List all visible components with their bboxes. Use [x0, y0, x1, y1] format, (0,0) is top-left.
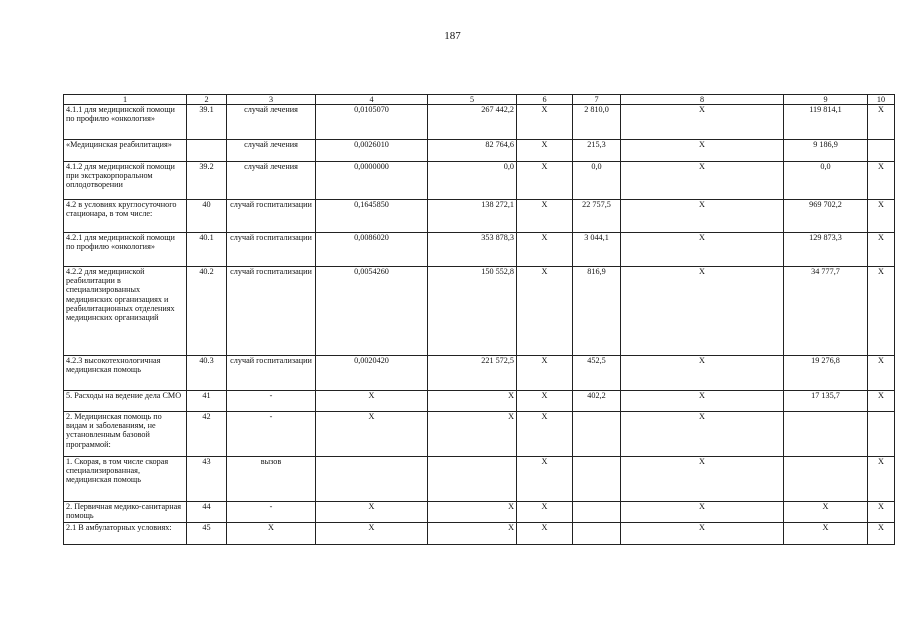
- row-unit: -: [227, 391, 316, 412]
- row-line-number: 41: [187, 391, 227, 412]
- row-norm: 0,0020420: [316, 356, 428, 391]
- row-norm: 0,0054260: [316, 267, 428, 356]
- row-col-10: X: [868, 200, 895, 233]
- column-number: 9: [784, 95, 868, 105]
- row-line-number: 40.2: [187, 267, 227, 356]
- row-col-8: X: [621, 105, 784, 140]
- row-col-9: 129 873,3: [784, 233, 868, 267]
- row-col-7: 452,5: [573, 356, 621, 391]
- column-number: 3: [227, 95, 316, 105]
- row-unit: случай госпитализации: [227, 267, 316, 356]
- column-number: 1: [64, 95, 187, 105]
- row-col-10: X: [868, 391, 895, 412]
- column-number-row: [64, 95, 895, 105]
- row-line-number: 40: [187, 200, 227, 233]
- row-col-10: X: [868, 356, 895, 391]
- column-number: 8: [621, 95, 784, 105]
- row-cost: X: [428, 412, 517, 457]
- row-name: 4.1.1 для медицинской помощи по профилю «онкология»: [64, 105, 187, 140]
- row-col-7: 402,2: [573, 391, 621, 412]
- row-unit: случай лечения: [227, 162, 316, 200]
- row-col-6: X: [517, 162, 573, 200]
- row-norm: X: [316, 502, 428, 523]
- row-cost: X: [428, 391, 517, 412]
- row-cost: X: [428, 502, 517, 523]
- row-name: 4.1.2 для медицинской помощи при экстракорпоральном оплодотворении: [64, 162, 187, 200]
- row-col-7: [573, 412, 621, 457]
- row-col-7: 22 757,5: [573, 200, 621, 233]
- row-col-10: X: [868, 523, 895, 545]
- row-col-7: 0,0: [573, 162, 621, 200]
- row-cost: 0,0: [428, 162, 517, 200]
- column-number: 10: [868, 95, 895, 105]
- row-col-9: 17 135,7: [784, 391, 868, 412]
- column-number: 6: [517, 95, 573, 105]
- table-row: [64, 267, 895, 356]
- row-col-7: 2 810,0: [573, 105, 621, 140]
- column-number: 5: [428, 95, 517, 105]
- table-row: [64, 233, 895, 267]
- row-line-number: 39.2: [187, 162, 227, 200]
- row-line-number: 40.3: [187, 356, 227, 391]
- table-row: [64, 502, 895, 523]
- row-line-number: 42: [187, 412, 227, 457]
- row-cost: X: [428, 523, 517, 545]
- row-cost: 267 442,2: [428, 105, 517, 140]
- row-col-8: X: [621, 200, 784, 233]
- row-col-6: X: [517, 356, 573, 391]
- data-table: [63, 94, 895, 545]
- row-name: 5. Расходы на ведение дела СМО: [64, 391, 187, 412]
- row-name: 2.1 В амбулаторных условиях:: [64, 523, 187, 545]
- column-number: 7: [573, 95, 621, 105]
- row-name: 2. Медицинская помощь по видам и заболеваниям, не установленным базовой программой:: [64, 412, 187, 457]
- table-row: [64, 523, 895, 545]
- row-col-10: [868, 412, 895, 457]
- row-norm: X: [316, 523, 428, 545]
- row-name: 2. Первичная медико-санитарная помощь: [64, 502, 187, 523]
- row-col-6: X: [517, 457, 573, 502]
- row-line-number: 40.1: [187, 233, 227, 267]
- row-col-8: X: [621, 391, 784, 412]
- row-col-8: X: [621, 267, 784, 356]
- row-name: 4.2.3 высокотехнологичная медицинская помощь: [64, 356, 187, 391]
- row-unit: случай госпитализации: [227, 356, 316, 391]
- row-col-10: X: [868, 457, 895, 502]
- row-cost: 353 878,3: [428, 233, 517, 267]
- row-col-8: X: [621, 502, 784, 523]
- page-number: 187: [444, 30, 461, 42]
- row-norm: 0,0086020: [316, 233, 428, 267]
- row-col-9: 19 276,8: [784, 356, 868, 391]
- row-col-6: X: [517, 391, 573, 412]
- row-col-9: 34 777,7: [784, 267, 868, 356]
- row-col-6: X: [517, 523, 573, 545]
- row-name: 4.2.1 для медицинской помощи по профилю «онкология»: [64, 233, 187, 267]
- row-unit: -: [227, 502, 316, 523]
- row-norm: X: [316, 412, 428, 457]
- row-unit: случай лечения: [227, 105, 316, 140]
- row-cost: 221 572,5: [428, 356, 517, 391]
- column-number: 2: [187, 95, 227, 105]
- table-row: [64, 412, 895, 457]
- row-col-9: 9 186,9: [784, 140, 868, 162]
- row-cost: 138 272,1: [428, 200, 517, 233]
- row-name: 4.2.2 для медицинской реабилитации в специализированных медицинских организациях и реабилитационных отделениях медицинских организаций: [64, 267, 187, 356]
- row-line-number: 39.1: [187, 105, 227, 140]
- column-number: 4: [316, 95, 428, 105]
- row-norm: [316, 457, 428, 502]
- row-col-7: [573, 523, 621, 545]
- row-col-9: 0,0: [784, 162, 868, 200]
- row-norm: 0,1645850: [316, 200, 428, 233]
- table-row: [64, 457, 895, 502]
- row-name: 4.2 в условиях круглосуточного стационара, в том числе:: [64, 200, 187, 233]
- row-col-6: X: [517, 267, 573, 356]
- row-col-10: X: [868, 105, 895, 140]
- row-unit: вызов: [227, 457, 316, 502]
- row-col-7: [573, 457, 621, 502]
- row-col-6: X: [517, 233, 573, 267]
- row-col-9: 119 814,1: [784, 105, 868, 140]
- row-cost: [428, 457, 517, 502]
- row-col-10: X: [868, 502, 895, 523]
- row-unit: случай лечения: [227, 140, 316, 162]
- row-unit: случай госпитализации: [227, 233, 316, 267]
- table-row: [64, 200, 895, 233]
- row-col-9: [784, 412, 868, 457]
- row-col-10: X: [868, 162, 895, 200]
- row-col-6: X: [517, 140, 573, 162]
- row-col-7: 3 044,1: [573, 233, 621, 267]
- row-col-8: X: [621, 140, 784, 162]
- row-line-number: 43: [187, 457, 227, 502]
- row-col-8: X: [621, 233, 784, 267]
- row-col-8: X: [621, 356, 784, 391]
- table-row: [64, 391, 895, 412]
- row-col-8: X: [621, 412, 784, 457]
- table-row: [64, 140, 895, 162]
- row-col-9: X: [784, 502, 868, 523]
- row-col-7: [573, 502, 621, 523]
- row-col-8: X: [621, 162, 784, 200]
- row-col-9: [784, 457, 868, 502]
- row-col-8: X: [621, 523, 784, 545]
- row-col-6: X: [517, 412, 573, 457]
- row-name: «Медицинская реабилитация»: [64, 140, 187, 162]
- row-unit: -: [227, 412, 316, 457]
- table-row: [64, 356, 895, 391]
- row-name: 1. Скорая, в том числе скорая специализированная, медицинская помощь: [64, 457, 187, 502]
- row-col-10: X: [868, 233, 895, 267]
- row-col-9: X: [784, 523, 868, 545]
- row-col-6: X: [517, 105, 573, 140]
- row-unit: X: [227, 523, 316, 545]
- table-row: [64, 105, 895, 140]
- row-norm: 0,0026010: [316, 140, 428, 162]
- row-norm: X: [316, 391, 428, 412]
- table-row: [64, 162, 895, 200]
- row-unit: случай госпитализации: [227, 200, 316, 233]
- row-col-6: X: [517, 502, 573, 523]
- row-cost: 150 552,8: [428, 267, 517, 356]
- row-line-number: 45: [187, 523, 227, 545]
- row-col-10: X: [868, 267, 895, 356]
- row-col-10: [868, 140, 895, 162]
- row-norm: 0,0000000: [316, 162, 428, 200]
- row-line-number: [187, 140, 227, 162]
- row-col-6: X: [517, 200, 573, 233]
- row-cost: 82 764,6: [428, 140, 517, 162]
- row-col-8: X: [621, 457, 784, 502]
- row-col-7: 816,9: [573, 267, 621, 356]
- row-col-9: 969 702,2: [784, 200, 868, 233]
- row-line-number: 44: [187, 502, 227, 523]
- row-norm: 0,0105070: [316, 105, 428, 140]
- row-col-7: 215,3: [573, 140, 621, 162]
